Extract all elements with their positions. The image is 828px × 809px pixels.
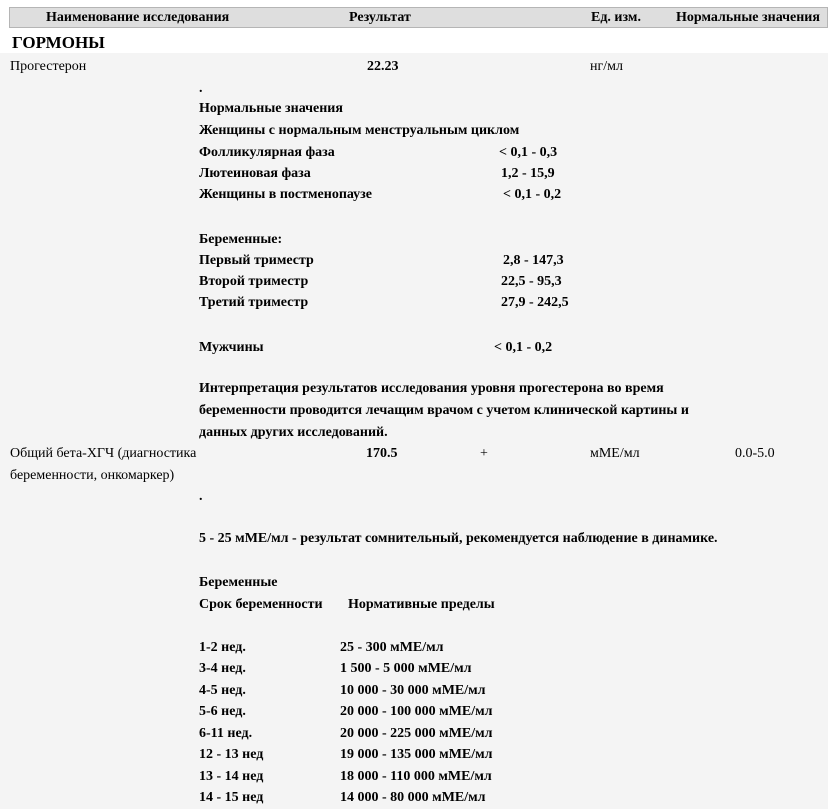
column-norm-header: Нормальные значения [676, 10, 820, 25]
men-value: < 0,1 - 0,2 [494, 340, 553, 355]
norm-row-label: Третий триместр [199, 295, 309, 310]
norm-row-value: < 0,1 - 0,2 [503, 187, 562, 202]
norm-row-value: < 0,1 - 0,3 [499, 145, 558, 160]
column-unit-header: Ед. изм. [591, 10, 641, 25]
note-dot: . [199, 489, 203, 504]
doubtful-note: 5 - 25 мМЕ/мл - результат сомнительный, рекомендуется наблюдение в динамике. [199, 531, 718, 546]
norm-row-value: 22,5 - 95,3 [501, 274, 562, 289]
term-column-header: Срок беременности [199, 597, 323, 612]
pregnant-title: Беременные [199, 575, 278, 590]
norm-row-label: Женщины в постменопаузе [199, 187, 373, 202]
term-row-week: 4-5 нед. [199, 683, 246, 698]
norm-row-label: Первый триместр [199, 253, 314, 268]
column-result-header: Результат [349, 10, 411, 25]
term-row-week: 6-11 нед. [199, 726, 253, 741]
term-row-week: 13 - 14 нед [199, 769, 264, 784]
column-name-header: Наименование исследования [46, 10, 230, 25]
term-row-range: 20 000 - 225 000 мМЕ/мл [340, 726, 493, 741]
norm-row-label: Фолликулярная фаза [199, 145, 335, 160]
term-row-range: 1 500 - 5 000 мМЕ/мл [340, 661, 472, 676]
test-name-hcg: Общий бета-ХГЧ (диагностика [10, 446, 197, 461]
test-unit-hcg: мМЕ/мл [590, 446, 640, 461]
term-row-range: 20 000 - 100 000 мМЕ/мл [340, 704, 493, 719]
test-flag-hcg: + [480, 446, 488, 461]
interpretation-line: беременности проводится лечащим врачом с учетом клинической картины и [199, 403, 689, 418]
term-row-week: 14 - 15 нед [199, 790, 264, 805]
test-norm-hcg: 0.0-5.0 [735, 446, 775, 461]
section-title: ГОРМОНЫ [12, 33, 105, 52]
norm-row-value: 1,2 - 15,9 [501, 166, 555, 181]
note-dot: . [199, 81, 203, 96]
note-title: Нормальные значения [199, 101, 343, 116]
norm-row-label: Лютеиновая фаза [199, 166, 311, 181]
interpretation-line: данных других исследований. [199, 425, 388, 440]
test-result-progesterone: 22.23 [367, 59, 399, 74]
test-result-hcg: 170.5 [366, 446, 398, 461]
term-row-range: 10 000 - 30 000 мМЕ/мл [340, 683, 486, 698]
norm-row-value: 27,9 - 242,5 [501, 295, 569, 310]
norm-row-label: Второй триместр [199, 274, 309, 289]
term-row-range: 14 000 - 80 000 мМЕ/мл [340, 790, 486, 805]
term-row-week: 1-2 нед. [199, 640, 246, 655]
interpretation-line: Интерпретация результатов исследования уровня прогестерона во время [199, 381, 664, 396]
test-name-progesterone: Прогестерон [10, 59, 87, 74]
pregnant-title: Беременные: [199, 232, 283, 247]
term-row-range: 18 000 - 110 000 мМЕ/мл [340, 769, 492, 784]
test-unit-progesterone: нг/мл [590, 59, 623, 74]
term-row-range: 19 000 - 135 000 мМЕ/мл [340, 747, 493, 762]
limits-column-header: Нормативные пределы [348, 597, 495, 612]
table-header [9, 7, 828, 28]
term-row-week: 5-6 нед. [199, 704, 246, 719]
term-row-week: 3-4 нед. [199, 661, 246, 676]
norm-row-value: 2,8 - 147,3 [503, 253, 564, 268]
term-row-week: 12 - 13 нед [199, 747, 264, 762]
men-label: Мужчины [199, 340, 264, 355]
term-row-range: 25 - 300 мМЕ/мл [340, 640, 444, 655]
test-name-hcg-line2: беременности, онкомаркер) [10, 468, 175, 483]
note-subtitle: Женщины с нормальным менструальным циклом [199, 123, 520, 138]
